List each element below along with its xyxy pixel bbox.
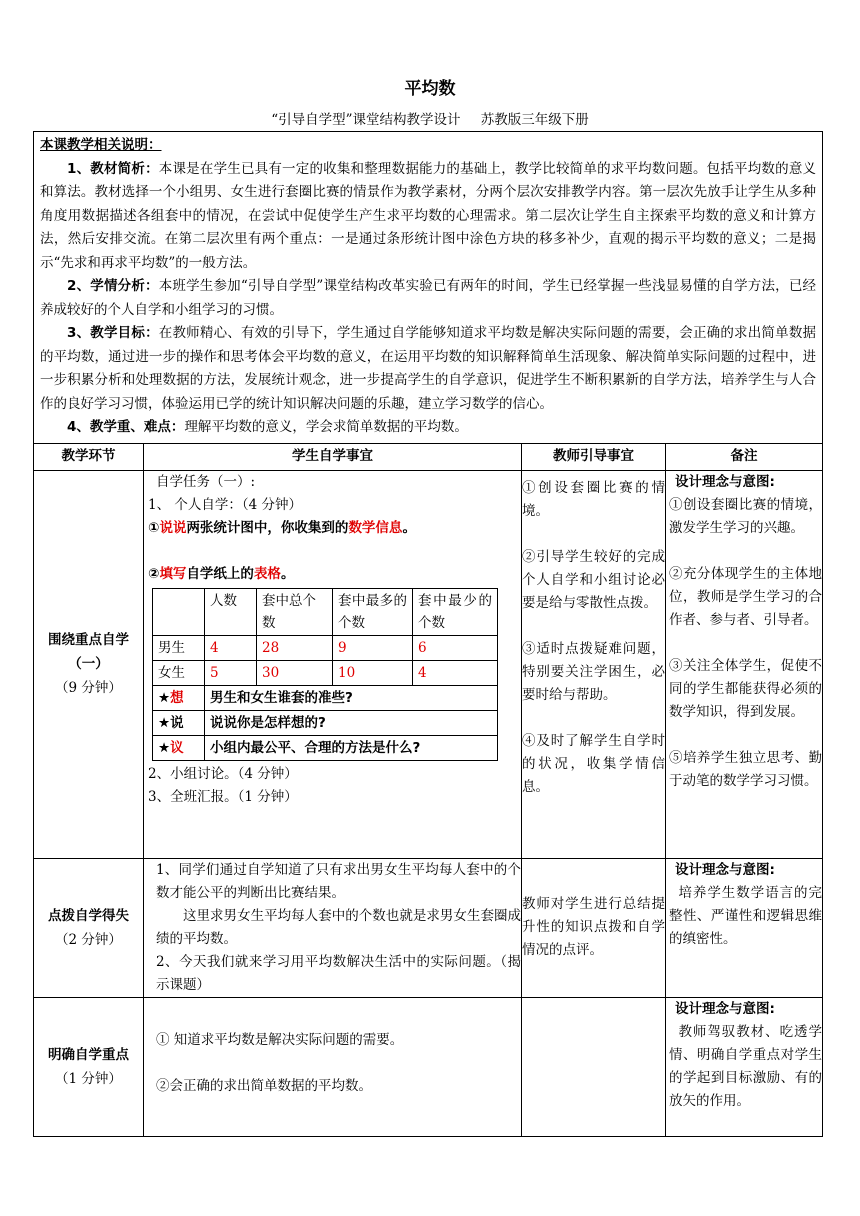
stage-3-name-cell — [34, 997, 144, 1136]
intro-paragraph-3 — [40, 322, 816, 416]
question-1-keyword-1: 说说 — [159, 519, 187, 536]
stage-2-name-cell — [34, 858, 144, 997]
subtitle-right: 苏教版三年级下册 — [480, 112, 589, 128]
note-title: 设计理念与意图: — [675, 861, 775, 878]
prompt-key: 说 — [170, 714, 184, 731]
intro-label-2: 2、学情分析： — [67, 278, 159, 294]
stage-1-student-cell — [144, 470, 522, 858]
stage-2-student-3: 2、今天我们就来学习用平均数解决生活中的实际问题。（揭示课题） — [156, 953, 521, 993]
prompt-key-cell — [153, 710, 205, 735]
stage-2-student-cell — [144, 858, 522, 997]
score-row-boys — [153, 635, 498, 660]
cell-value: 6 — [413, 635, 498, 660]
star-icon: ★ — [158, 714, 171, 731]
note-4: ⑤培养学生独立思考、勤于动笔的数学学习习惯。 — [669, 749, 823, 789]
header-notes: 备注 — [666, 443, 823, 470]
question-2-keyword-2: 表格 — [253, 565, 281, 582]
step-2: 2、小组讨论。（4 分钟） — [148, 765, 298, 782]
teacher-guide-4: ④及时了解学生自学时的状况，收集学情信息。 — [522, 732, 665, 795]
stage-2-student-2: 这里求男女生平均每人套中的个数也就是求男女生套圈成绩的平均数。 — [156, 907, 521, 947]
prompt-text: 男生和女生谁套的准些? — [205, 685, 498, 710]
row-label: 男生 — [153, 635, 205, 660]
stage-3-note: 教师驾驭教材、吃透学情、明确自学重点对学生的学起到目标激励、有的放矢的作用。 — [669, 1023, 823, 1109]
cell-value: 28 — [257, 635, 333, 660]
cell-value: 4 — [413, 660, 498, 685]
note-3: ③关注全体学生，促使不同的学生都能获得必须的数学知识，得到发展。 — [669, 657, 823, 720]
score-header-2: 套中总个数 — [257, 588, 333, 635]
task-title: 自学任务（一）: — [156, 473, 256, 490]
note-2: ②充分体现学生的主体地位，教师是学生学习的合作者、参与者、引导者。 — [669, 565, 823, 628]
question-1-keyword-2: 数学信息 — [348, 519, 403, 536]
stage-3-student-cell — [144, 997, 522, 1136]
intro-section — [34, 132, 823, 444]
stage-1-time: （9 分钟） — [55, 680, 122, 696]
score-header-0 — [153, 588, 205, 635]
note-title: 设计理念与意图: — [675, 1000, 775, 1017]
prompt-row-discuss — [153, 735, 498, 760]
intro-label-4: 4、教学重、难点： — [67, 419, 185, 435]
header-stage: 教学环节 — [34, 443, 144, 470]
prompt-row-think — [153, 685, 498, 710]
intro-text-1: 本课是在学生已具有一定的收集和整理数据能力的基础上，教学比较简单的求平均数问题。包括平均数的意义和算法。教材选择一个小组男、女生进行套圈比赛的情景作为教学素材，分两个层次安排教学内容。第一层次先放手让学生从多种角度用数据描述各组套中的情况，在尝试中促使学生产生求平均数的心理需求。第二层次让学生自主探索平均数的意义和计算方法，然后安排交流。在第二层次里有两个重点：一是通过条形统计图中涂色方块的移多补少，直观的揭示平均数的意义；二是揭示“先求和再求平均数”的一般方法。 — [40, 160, 817, 271]
stage-2-note: 培养学生数学语言的完整性、严谨性和逻辑思维的缜密性。 — [669, 884, 823, 947]
stage-2-time: （2 分钟） — [55, 931, 122, 948]
prompt-row-say — [153, 710, 498, 735]
stage-1-row — [34, 470, 823, 858]
intro-paragraph-2 — [40, 275, 816, 322]
score-header-4: 套中最少的个数 — [413, 588, 498, 635]
intro-paragraph-1 — [40, 158, 816, 276]
subtitle-left: “引导自学型”课堂结构教学设计 — [271, 112, 461, 128]
stage-1-teacher-cell — [522, 470, 666, 858]
stage-3-student-1: ① 知道求平均数是解决实际问题的需要。 — [156, 1031, 404, 1048]
cell-value: 4 — [205, 635, 257, 660]
step-1: 1、 个人自学：（4 分钟） — [148, 496, 303, 513]
cell-value: 5 — [205, 660, 257, 685]
teacher-guide-2: ②引导学生较好的完成个人自学和小组讨论必要是给与零散性点拨。 — [522, 548, 665, 611]
intro-paragraph-4 — [40, 416, 816, 440]
prompt-key: 议 — [170, 739, 184, 756]
stage-3-notes-cell — [666, 997, 823, 1136]
stage-3-teacher-cell — [522, 997, 666, 1136]
stage-1-notes-cell — [666, 470, 823, 858]
stage-2-teacher-cell — [522, 858, 666, 997]
score-table-header — [153, 588, 498, 635]
intro-text-2: 本班学生参加“引导自学型”课堂结构改革实验已有两年的时间，学生已经掌握一些浅显易懂的自学方法，已经养成较好的个人自学和小组学习的习惯。 — [40, 278, 817, 318]
stage-2-row — [34, 858, 823, 997]
score-header-1: 人数 — [205, 588, 257, 635]
intro-text-4: 理解平均数的意义，学会求简单数据的平均数。 — [184, 419, 468, 435]
prompt-key-cell — [153, 735, 205, 760]
cell-value: 9 — [333, 635, 413, 660]
question-2-prefix: ② — [148, 565, 160, 582]
stage-3-student-2: ②会正确的求出简单数据的平均数。 — [156, 1077, 372, 1094]
stage-3-time: （1 分钟） — [55, 1070, 122, 1087]
question-2-mid: 自学纸上的 — [186, 565, 254, 582]
header-student: 学生自学事宜 — [144, 443, 522, 470]
stage-2-notes-cell — [666, 858, 823, 997]
intro-label-3: 3、教学目标： — [67, 325, 159, 341]
score-table — [152, 588, 498, 761]
question-1-mid: 两张统计图中，你收集到的 — [186, 519, 349, 536]
stage-2-name: 点拨自学得失 — [48, 907, 129, 924]
teacher-guide-1: ①创设套圈比赛的情境。 — [522, 479, 665, 519]
stage-3-name: 明确自学重点 — [48, 1046, 129, 1063]
question-2-keyword-1: 填写 — [159, 565, 187, 582]
prompt-key: 想 — [170, 689, 184, 706]
stage-2-student-1: 1、同学们通过自学知道了只有求出男女生平均每人套中的个数才能公平的判断出比赛结果。 — [156, 861, 521, 901]
prompt-text: 小组内最公平、合理的方法是什么? — [205, 735, 498, 760]
teacher-guide-3: ③适时点拨疑难问题，特别要关注学困生，必要时给与帮助。 — [522, 640, 665, 703]
score-header-3: 套中最多的个数 — [333, 588, 413, 635]
star-icon: ★ — [158, 689, 171, 706]
stage-2-teacher: 教师对学生进行总结提升性的知识点拨和自学情况的点评。 — [522, 896, 665, 958]
intro-heading: 本课教学相关说明： — [40, 137, 162, 153]
lesson-plan-table — [33, 131, 823, 1137]
step-3: 3、全班汇报。（1 分钟） — [148, 788, 298, 805]
prompt-text: 说说你是怎样想的? — [205, 710, 498, 735]
question-2 — [148, 563, 521, 586]
row-label: 女生 — [153, 660, 205, 685]
stage-3-row — [34, 997, 823, 1136]
cell-value: 30 — [257, 660, 333, 685]
intro-text-3: 在教师精心、有效的引导下，学生通过自学能够知道求平均数是解决实际问题的需要，会正确的求出简单数据的平均数，通过进一步的操作和思考体会平均数的意义，在运用平均数的知识解释简单生活现象、解决简单实际问题的过程中，进一步积累分析和处理数据的方法，发展统计观念，进一步提高学生的自学意识，促进学生不断积累新的自学方法，培养学生与人合作的良好学习习惯，体验运用已学的统计知识解决问题的乐趣，建立学习数学的信心。 — [40, 325, 817, 412]
note-title: 设计理念与意图: — [675, 473, 775, 490]
column-header-row — [34, 443, 823, 470]
page-title: 平均数 — [404, 79, 456, 99]
header-teacher: 教师引导事宜 — [522, 443, 666, 470]
page-subtitle — [0, 108, 860, 128]
prompt-key-cell — [153, 685, 205, 710]
question-2-end: 。 — [280, 565, 295, 582]
cell-value: 10 — [333, 660, 413, 685]
note-1: ①创设套圈比赛的情境，激发学生学习的兴趣。 — [669, 496, 823, 536]
question-1-prefix: ① — [148, 519, 160, 536]
stage-1-name-cell — [34, 470, 144, 858]
star-icon: ★ — [158, 739, 171, 756]
intro-label-1: 1、教材简析： — [67, 160, 159, 177]
question-1-end: 。 — [402, 519, 416, 536]
question-1 — [148, 517, 521, 540]
score-row-girls — [153, 660, 498, 685]
stage-1-name: 围绕重点自学（一） — [48, 632, 129, 672]
